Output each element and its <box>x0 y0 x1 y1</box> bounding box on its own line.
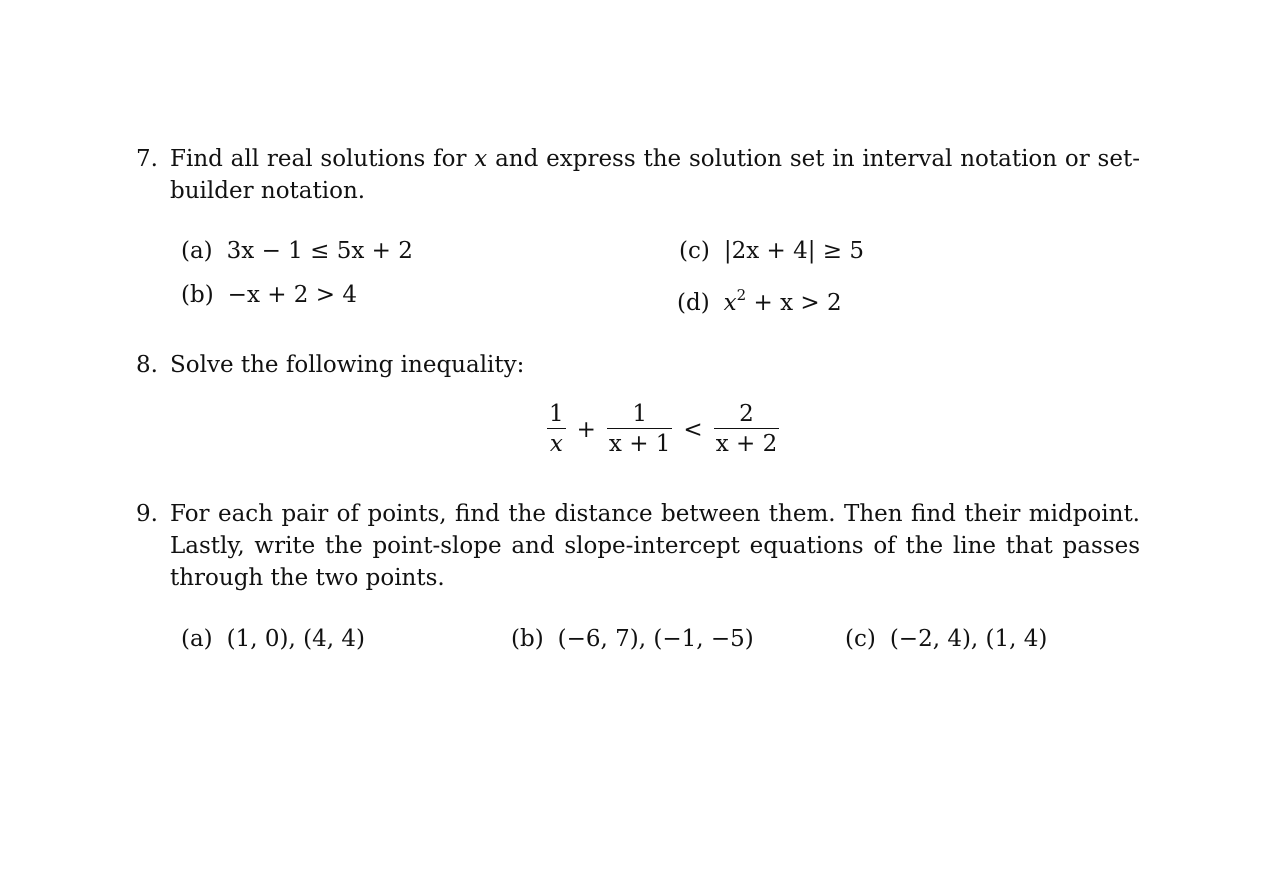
part-expression: (−2, 4), (1, 4) <box>889 626 1048 652</box>
problem-8-inequality <box>544 400 782 459</box>
problem-7-text-after: and express the solution set in interval notation or set-builder notation. <box>170 146 1140 204</box>
part-expression: (1, 0), (4, 4) <box>226 626 365 652</box>
part-expression-exponent: 2 <box>736 286 747 304</box>
fraction-1-numerator: 1 <box>549 401 564 427</box>
fraction-2 <box>604 400 676 459</box>
fraction-3 <box>711 400 783 459</box>
problem-9-part-a <box>181 623 365 655</box>
problem-7-variable: x <box>474 146 488 172</box>
fraction-1-denominator: x <box>549 431 563 457</box>
fraction-2-denominator: x + 1 <box>608 431 671 457</box>
problem-9-number: 9. <box>136 501 158 527</box>
problem-7-text <box>170 143 1140 207</box>
part-label: (b) <box>181 282 214 308</box>
problem-7-part-a <box>181 235 413 267</box>
fraction-3-numerator: 2 <box>739 401 754 427</box>
problem-9-text: For each pair of points, find the distance between them. Then find their midpoint. Lastly, write the point-slope and slope-intercept equations of the line that passes through the two points. <box>170 501 1140 591</box>
part-expression: |2x + 4| ≥ 5 <box>723 238 864 264</box>
problem-9-part-b <box>511 623 754 655</box>
part-expression-base: x <box>723 290 737 316</box>
problem-8-number: 8. <box>136 352 158 378</box>
less-than-operator: < <box>683 416 703 443</box>
problem-7-part-c <box>679 235 864 267</box>
part-expression-rest: + x > 2 <box>746 290 842 316</box>
problem-8-text: Solve the following inequality: <box>170 352 525 378</box>
problem-9-part-c <box>845 623 1047 655</box>
problem-7 <box>136 143 1140 207</box>
part-label: (c) <box>845 626 876 652</box>
problem-8 <box>136 349 1140 381</box>
part-label: (d) <box>677 290 710 316</box>
problem-9 <box>136 498 1140 594</box>
fraction-3-denominator: x + 2 <box>715 431 778 457</box>
fraction-1 <box>544 400 569 459</box>
part-label: (c) <box>679 238 710 264</box>
part-label: (a) <box>181 238 213 264</box>
problem-7-text-before: Find all real solutions for <box>170 146 475 172</box>
plus-operator: + <box>576 416 596 443</box>
problem-7-number: 7. <box>136 146 158 172</box>
problem-7-part-d <box>677 279 842 319</box>
part-label: (b) <box>511 626 544 652</box>
problem-7-part-b <box>181 279 357 311</box>
fraction-2-numerator: 1 <box>632 401 647 427</box>
part-expression: (−6, 7), (−1, −5) <box>557 626 754 652</box>
part-expression: −x + 2 > 4 <box>227 282 357 308</box>
part-label: (a) <box>181 626 213 652</box>
part-expression: 3x − 1 ≤ 5x + 2 <box>226 238 413 264</box>
